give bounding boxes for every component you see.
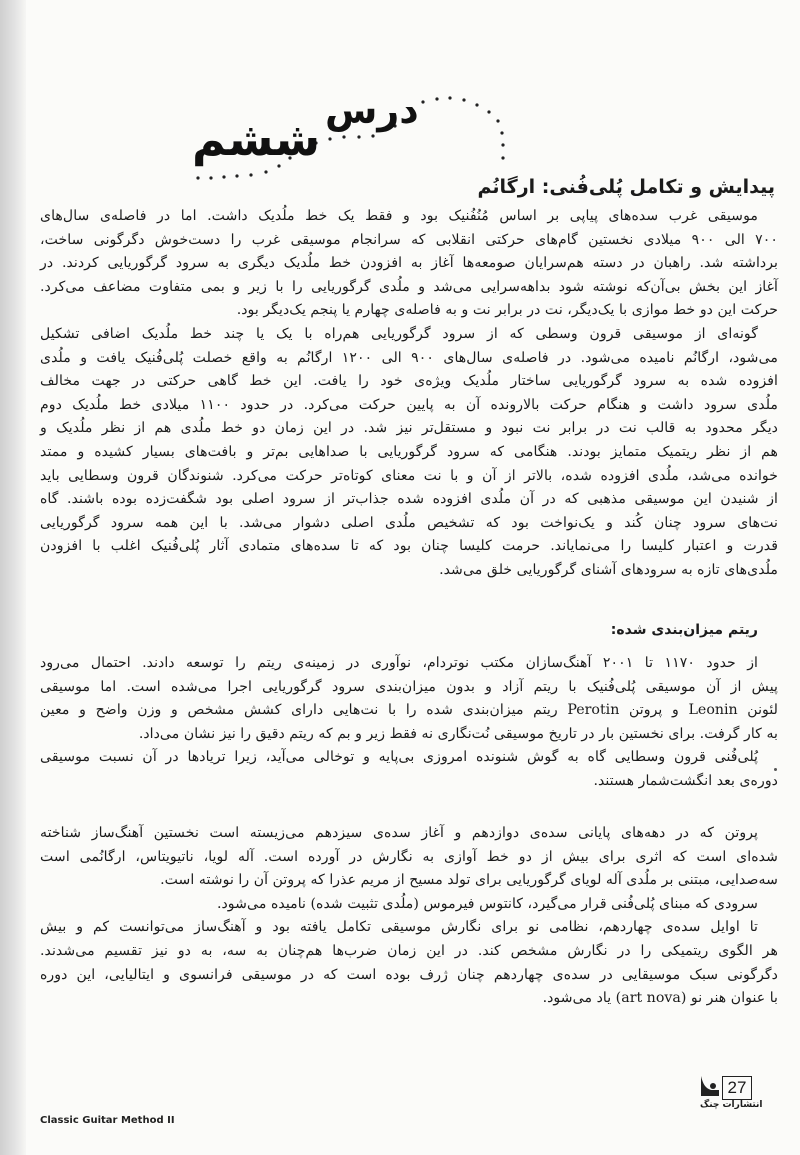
text-line: ملُدی‌های تازه به سرودهای آشنای گرگوریایی خلق می‌شد. (439, 561, 778, 578)
paragraph (40, 652, 778, 746)
paragraph (40, 916, 778, 1010)
decoration-dot (500, 131, 503, 134)
decoration-dot (328, 137, 331, 140)
decoration-dot (209, 176, 212, 179)
section-heading: پیدایش و تکامل پُلی‌فُنی: ارگانُم (477, 176, 775, 198)
lesson-title-word: درس (325, 88, 419, 132)
text-line: هر الگوی ریتمیکی را در نگارش مشخص کند. در این زمان ضرب‌ها هم‌چنان به سه، به دو نیز تقسیم می‌شدند. (40, 942, 778, 959)
text-line: پروتن که در دهه‌های پایانی سده‌ی دوازدهم و آغاز سده‌ی سیزدهم می‌زیسته است نخستین آهنگ‌ساز شناخته (40, 825, 758, 841)
decoration-dot (357, 135, 360, 138)
text-line: می‌شود، ارگانُم نامیده می‌شود. در فاصله‌ی سال‌های ۹۰۰ الی ۱۲۰۰ ارگانُم به واقع خصلت پُلی‌فُنیک یافت و ملُدی (40, 349, 778, 366)
paragraph (40, 323, 778, 583)
book-title: Classic Guitar Method II (40, 1115, 175, 1126)
decoration-dot (235, 174, 238, 177)
decoration-dot (496, 119, 499, 122)
subsection-heading: ریتم میزان‌بندی شده: (610, 622, 758, 638)
decoration-dot (342, 135, 345, 138)
text-line: دیگر محدود به قالب نت در برابر نت نبود و مستقل‌تر نیز شد. در این زمان دو خط ملُدی هم از نظر ملُدیک و (40, 420, 778, 437)
decoration-dot (371, 134, 374, 137)
text-line: ۷۰۰ الی ۹۰۰ میلادی نخستین گام‌های حرکتی انقلابی که سرانجام موسیقی غرب را دست‌خوش دگرگونی ساخت، (40, 231, 779, 248)
paragraph (40, 746, 778, 793)
paragraph (40, 893, 778, 917)
text-line: دوره‌ی بعد انگشت‌شمار هستند. (593, 772, 778, 789)
decoration-dot (249, 173, 252, 176)
text-line: از حدود ۱۱۷۰ تا ۲۰۰۱ آهنگ‌سازان مکتب نوتردام، نوآوری در زمینه‌ی ریتم را توسعه دادند. احتمال می‌رود (40, 655, 758, 671)
decoration-dot (421, 100, 424, 103)
decoration-dot (435, 97, 438, 100)
decoration-dot (462, 98, 465, 101)
publisher-name: انتشارات چنگ (700, 1100, 763, 1110)
decoration-dot (475, 103, 478, 106)
text-line: آغاز این بخش بی‌آن‌که نوشته شود بداهه‌سرایی می‌شد و ملُدی گرگوریایی را با زیر و بمی متفاوت مضاعف می‌کرد. (40, 278, 778, 295)
section-body-organum (40, 205, 778, 583)
text-line: ملُدی سرود داشت و هنگام حرکت بالارونده آن به پایین حرکت می‌کرد. در حدود ۱۱۰۰ میلادی خط ملُدیک دوم (40, 396, 778, 413)
text-line: گونه‌ای از موسیقی قرون وسطی که از سرود گرگوریایی هم‌راه با یک یا چند خط ملُدیک اضافی تشکیل (40, 325, 758, 342)
paragraph (40, 822, 778, 893)
text-line: لئونن Leonin و پروتن Perotin ریتم میزان‌بندی شده را با نت‌هایی دارای کشش مشخص و وزن واضح و معین (40, 702, 778, 719)
decoration-dot (487, 110, 490, 113)
text-line: دگرگونی سبک موسیقایی در سده‌ی چهاردهم چنان ژرف بوده است که در موسیقی فرانسوی و ایتالیایی، این دوره (40, 966, 778, 983)
section-body-perotin (40, 822, 778, 1011)
decoration-dot (264, 170, 267, 173)
page-number: 27 (722, 1076, 752, 1100)
text-line: با عنوان هنر نو (art nova) یاد می‌شود. (542, 990, 778, 1007)
section-body-rhythm (40, 652, 778, 794)
paragraph (40, 205, 778, 323)
decoration-dot (448, 96, 451, 99)
publisher-logo-icon (697, 1074, 723, 1100)
text-line: حرکت این دو خط موازی با یک‌دیگر، نت در برابر نت و به فاصله‌ی چهارم یا پنجم یک‌دیگر بود. (236, 302, 778, 319)
text-line: نت‌های سرود چنان کُند و یک‌نواخت بود که تشخیص ملُدی اصلی دشوار می‌شد. با این همه سرود گرگوریایی (40, 514, 778, 531)
decoration-dot (501, 156, 504, 159)
text-line: سرودی که مبنای پُلی‌فُنی قرار می‌گیرد، کانتوس فیرموس (ملُدی تثبیت شده) نامیده می‌شود. (216, 895, 758, 912)
lesson-number-word: ششم (192, 112, 321, 166)
scan-speck (774, 768, 777, 771)
decoration-dot (196, 176, 199, 179)
text-line: به کار گرفت. برای نخستین بار در تاریخ موسیقی نُت‌نگاری نه فقط زیر و بم که ریتم دقیق را نیز نشان می‌داد. (138, 725, 778, 742)
decoration-dot (501, 143, 504, 146)
text-line: از شنیدن این موسیقی مذهبی که در آن ملُدی افزوده شده جذاب‌تر از سرود اصلی بود شگفت‌زده بوده باشند. گاه (40, 491, 778, 508)
text-line: برداشته شد. راهبان در دسته هم‌سرایان صومعه‌ها آغاز به افزودن خط ملُدیک دیگری به سرود گرگوریایی کردند. در (40, 255, 778, 272)
decoration-dot (222, 175, 225, 178)
text-line: پُلی‌فُنی قرون وسطایی گاه به گوش شنونده امروزی بی‌پایه و توخالی می‌آید، زیرا تریادها در آن نسبت موسیقی (40, 749, 758, 766)
text-line: افزوده شده به سرود گرگوریایی ساختار ملُدیک ویژه‌ی خود را یافت. این خط گاهی حرکتی در جهت مخالف (40, 373, 778, 390)
text-line: قدرت و اعتبار کلیسا را می‌نمایاند. حرمت کلیسا چنان بود که تا سده‌های متمادی آثار پُلی‌فُنیک اغلب با افزودن (40, 538, 778, 555)
text-line: هم از نظر ریتمیک متمایز بودند. هنگامی که سرود گرگوریایی با صداهایی بم‌تر و بافت‌های بسیار کشیده و ممتد (40, 443, 778, 460)
text-line: تا اوایل سده‌ی چهاردهم، نظامی نو برای نگارش موسیقی تکامل یافته بود و آهنگ‌ساز می‌توانست کم و بیش (40, 919, 758, 936)
text-line: خوانده می‌شد، ملُدی افزوده شده، بالاتر از آن و با نت معنای کوتاه‌تر حرکت می‌کرد. شنوندگان قرون وسطایی باید (40, 467, 778, 484)
text-line: موسیقی غرب سده‌های پیاپی بر اساس مُنُفُنیک بود و فقط یک خط ملُدیک داشت. اما در فاصله‌ی سال‌های (40, 208, 758, 224)
text-line: پیش از آن موسیقی پُلی‌فُنیک با ریتم آزاد و بدون میزان‌بندی سرود گرگوریایی اجرا می‌شده است. اما موسیقی (40, 678, 778, 695)
text-line: شده‌ای است که اثری برای بیش از دو خط آوازی به نگارش در آورده است. آله لویا، ناتیویتاس، ارگانُمی است (40, 848, 778, 865)
text-line: سه‌صدایی، مبتنی بر ملُدی آله لویای گرگوریایی برای تولد مسیح از مریم عذرا که پروتن آن را نوشته است. (160, 872, 778, 889)
